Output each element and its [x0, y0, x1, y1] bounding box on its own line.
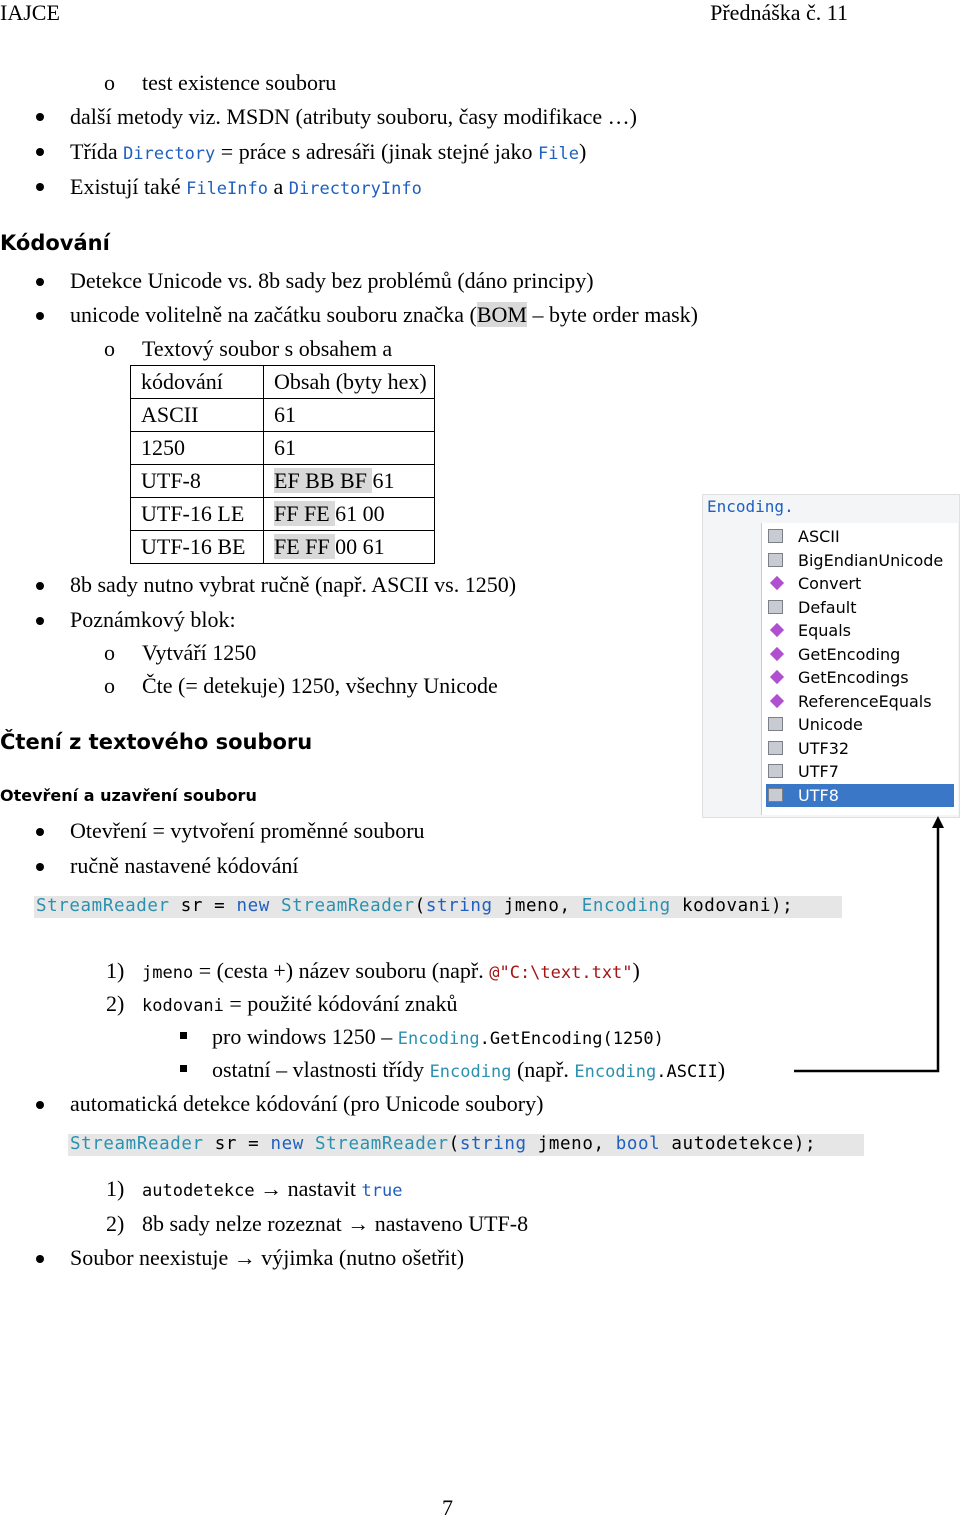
table-row: [131, 432, 435, 465]
text: – byte order mask): [526, 302, 699, 327]
bullet-icon: [36, 1255, 44, 1263]
text: = práce s adresáři (jinak stejné jako: [215, 139, 538, 164]
code-token: StreamReader: [70, 1134, 204, 1154]
bom-bytes: FF FE: [274, 501, 336, 526]
kod-bullet-3: 8b sady nutno vybrat ručně (např. ASCII vs. 1250): [70, 572, 517, 597]
code-token: jmeno,: [526, 1134, 616, 1154]
num-2-text: [142, 991, 457, 1017]
text: a: [267, 174, 289, 199]
property-icon: [768, 741, 783, 755]
completion-item[interactable]: [766, 596, 954, 619]
num-3: 1): [106, 1176, 125, 1201]
bullet-icon: [36, 183, 44, 191]
code-token: autodetekce);: [660, 1134, 817, 1154]
code-token: Encoding: [581, 896, 671, 916]
code-token: (: [414, 896, 426, 916]
code-token: (: [448, 1134, 460, 1154]
table-cell: 61: [264, 432, 435, 465]
code-token: StreamReader: [315, 1134, 449, 1154]
square-bullet-icon: [180, 1032, 187, 1039]
kod-bullet-4: Poznámkový blok:: [70, 607, 236, 632]
completion-item[interactable]: [766, 525, 954, 548]
intellisense-list[interactable]: [761, 523, 958, 815]
code-token: bool: [615, 1134, 661, 1154]
table-cell: ASCII: [131, 399, 264, 432]
intro-bullet-1: další metody viz. MSDN (atributy souboru, časy modifikace …): [70, 104, 638, 129]
bullet-icon: [36, 582, 44, 590]
table-cell: UTF-16 LE: [131, 498, 264, 531]
completion-label: UTF7: [798, 762, 839, 781]
code-line-1: [34, 896, 842, 918]
text: Třída: [70, 139, 124, 164]
completion-item[interactable]: [766, 737, 954, 760]
table-row: [131, 498, 435, 531]
completion-label: Default: [798, 597, 857, 617]
header-left: IAJCE: [0, 0, 60, 25]
cteni-bullet-2: ručně nastavené kódování: [70, 853, 299, 878]
text: unicode volitelně na začátku souboru značka (: [70, 302, 477, 327]
connector-arrow-icon: [780, 814, 950, 1076]
code-text: [36, 896, 793, 916]
code-true: true: [361, 1181, 403, 1201]
code-token: [270, 896, 281, 916]
code-token: .ASCII: [656, 1062, 718, 1082]
table-cell: [264, 531, 435, 564]
table-cell: UTF-16 BE: [131, 531, 264, 564]
bullet-icon: [36, 1101, 44, 1109]
sub-bullet-o: o: [104, 336, 115, 361]
code-token: Encoding: [574, 1062, 657, 1082]
code-token: StreamReader: [281, 896, 415, 916]
table-row: [131, 366, 435, 399]
kod-sub: Textový soubor s obsahem a: [142, 336, 393, 361]
code-fileinfo: FileInfo: [186, 179, 268, 199]
sq-1-text: [212, 1024, 664, 1050]
text: pro windows 1250 –: [212, 1024, 398, 1049]
text: Existují také: [70, 174, 187, 199]
bom-bytes: FE FF: [274, 534, 336, 559]
table-cell: Obsah (byty hex): [264, 366, 435, 399]
table-row: [131, 399, 435, 432]
completion-item[interactable]: [766, 643, 954, 666]
bullet-icon: [36, 863, 44, 871]
code-file: File: [538, 144, 579, 164]
intro-bullet-3: [70, 174, 422, 200]
code-token: Encoding: [429, 1062, 512, 1082]
cteni-bullet-3: automatická detekce kódování (pro Unicode soubory): [70, 1091, 544, 1116]
code-token: kodovani);: [670, 896, 794, 916]
code-directoryinfo: DirectoryInfo: [288, 179, 422, 199]
bullet-icon: [36, 617, 44, 625]
completion-label: Equals: [798, 621, 851, 640]
code-text: [70, 1134, 816, 1154]
num-2: 2): [106, 991, 125, 1016]
property-icon: [768, 788, 783, 802]
code-token: new: [270, 1134, 304, 1154]
code-token: jmeno,: [492, 896, 582, 916]
completion-item[interactable]: [766, 690, 954, 713]
completion-label: Convert: [798, 574, 862, 593]
subheading-otevreni: Otevření a uzavření souboru: [0, 786, 257, 805]
text: = použité kódování znaků: [223, 991, 458, 1016]
property-icon: [768, 764, 783, 778]
cteni-bullet-4: Soubor neexistuje → výjimka (nutno ošetřit): [70, 1245, 465, 1270]
sub-bullet-o: o: [104, 640, 115, 665]
code-token: .GetEncoding(1250): [479, 1029, 664, 1049]
property-icon: [768, 717, 783, 731]
heading-cteni: Čtení z textového souboru: [0, 730, 313, 754]
code-token: [304, 1134, 315, 1154]
code-token: sr =: [203, 1134, 271, 1154]
property-icon: [768, 600, 783, 614]
bom-bytes: EF BB BF: [274, 468, 373, 493]
heading-kodovani: Kódování: [0, 231, 110, 255]
code-jmeno: jmeno: [142, 963, 194, 983]
intellisense-popup: [702, 494, 960, 818]
header-right: Přednáška č. 11: [710, 0, 848, 25]
kod-bullet-1: Detekce Unicode vs. 8b sady bez problémů (dáno principy): [70, 268, 594, 293]
text: (např.: [511, 1057, 575, 1082]
kod-sub-3: Čte (= detekuje) 1250, všechny Unicode: [142, 673, 498, 698]
code-directory: Directory: [123, 144, 216, 164]
completion-label: UTF8: [798, 785, 839, 805]
completion-label: BigEndianUnicode: [798, 550, 944, 570]
text: nastavit: [287, 1176, 362, 1201]
code-token: StreamReader: [36, 896, 170, 916]
code-string: @"C:\text.txt": [489, 963, 633, 983]
content-bytes: 61 00: [335, 501, 385, 526]
num-4-text: 8b sady nelze rozeznat → nastaveno UTF-8: [142, 1211, 529, 1236]
bullet-icon: [36, 278, 44, 286]
completion-item-selected[interactable]: [766, 784, 954, 807]
bullet-icon: [36, 113, 44, 121]
code-line-2: [68, 1134, 864, 1156]
table-cell: 1250: [131, 432, 264, 465]
table-row: [131, 531, 435, 564]
num-1-text: [142, 958, 640, 984]
sub-bullet-o: o: [104, 673, 115, 698]
property-icon: [768, 553, 783, 567]
table-cell: [264, 498, 435, 531]
cteni-bullet-1: Otevření = vytvoření proměnné souboru: [70, 818, 425, 843]
completion-label: GetEncodings: [798, 668, 909, 687]
completion-item[interactable]: [766, 619, 954, 642]
completion-item[interactable]: [766, 713, 954, 736]
num-4: 2): [106, 1211, 125, 1236]
text: ): [717, 1057, 726, 1082]
intellisense-title: Encoding.: [707, 497, 794, 516]
text: ): [578, 139, 587, 164]
table-cell: UTF-8: [131, 465, 264, 498]
bullet-icon: [36, 828, 44, 836]
content-bytes: 00 61: [335, 534, 385, 559]
completion-label: ReferenceEquals: [798, 691, 932, 711]
code-token: string: [459, 1134, 527, 1154]
bullet-icon: [36, 312, 44, 320]
method-icon: [770, 576, 784, 590]
text: ostatní – vlastnosti třídy: [212, 1057, 430, 1082]
encoding-table: [130, 365, 435, 564]
completion-label: GetEncoding: [798, 644, 901, 664]
code-autodetekce: autodetekce: [142, 1181, 255, 1201]
method-icon: [770, 693, 784, 707]
method-icon: [770, 623, 784, 637]
kod-bullet-2: [70, 302, 698, 328]
code-token: new: [236, 896, 270, 916]
property-icon: [768, 529, 783, 543]
completion-label: Unicode: [798, 715, 863, 734]
text: = (cesta +) název souboru (např.: [193, 958, 490, 983]
completion-label: ASCII: [798, 527, 840, 546]
num-3-text: [142, 1176, 402, 1202]
completion-item[interactable]: [766, 572, 954, 595]
sq-2-text: [212, 1057, 725, 1083]
code-token: Encoding: [397, 1029, 480, 1049]
intro-sub-item: test existence souboru: [142, 70, 337, 95]
completion-label: UTF32: [798, 738, 850, 758]
completion-item[interactable]: [766, 549, 954, 572]
text: ): [632, 958, 640, 983]
code-token: sr =: [169, 896, 237, 916]
table-cell: kódování: [131, 366, 264, 399]
table-cell: 61: [264, 399, 435, 432]
code-token: string: [425, 896, 493, 916]
intro-bullet-2: [70, 139, 586, 165]
num-1: 1): [106, 958, 125, 983]
square-bullet-icon: [180, 1065, 187, 1072]
method-icon: [770, 670, 784, 684]
table-row: [131, 465, 435, 498]
kod-sub-2: Vytváří 1250: [142, 640, 257, 665]
sub-bullet-o: o: [104, 70, 115, 95]
code-kodovani: kodovani: [142, 996, 224, 1016]
method-icon: [770, 646, 784, 660]
completion-item[interactable]: [766, 760, 954, 783]
arrow-icon: →: [254, 1176, 288, 1201]
bullet-icon: [36, 148, 44, 156]
bom-highlight: BOM: [476, 302, 527, 327]
page-number: 7: [442, 1495, 453, 1520]
completion-item[interactable]: [766, 666, 954, 689]
content-bytes: 61: [372, 468, 395, 493]
table-cell: [264, 465, 435, 498]
